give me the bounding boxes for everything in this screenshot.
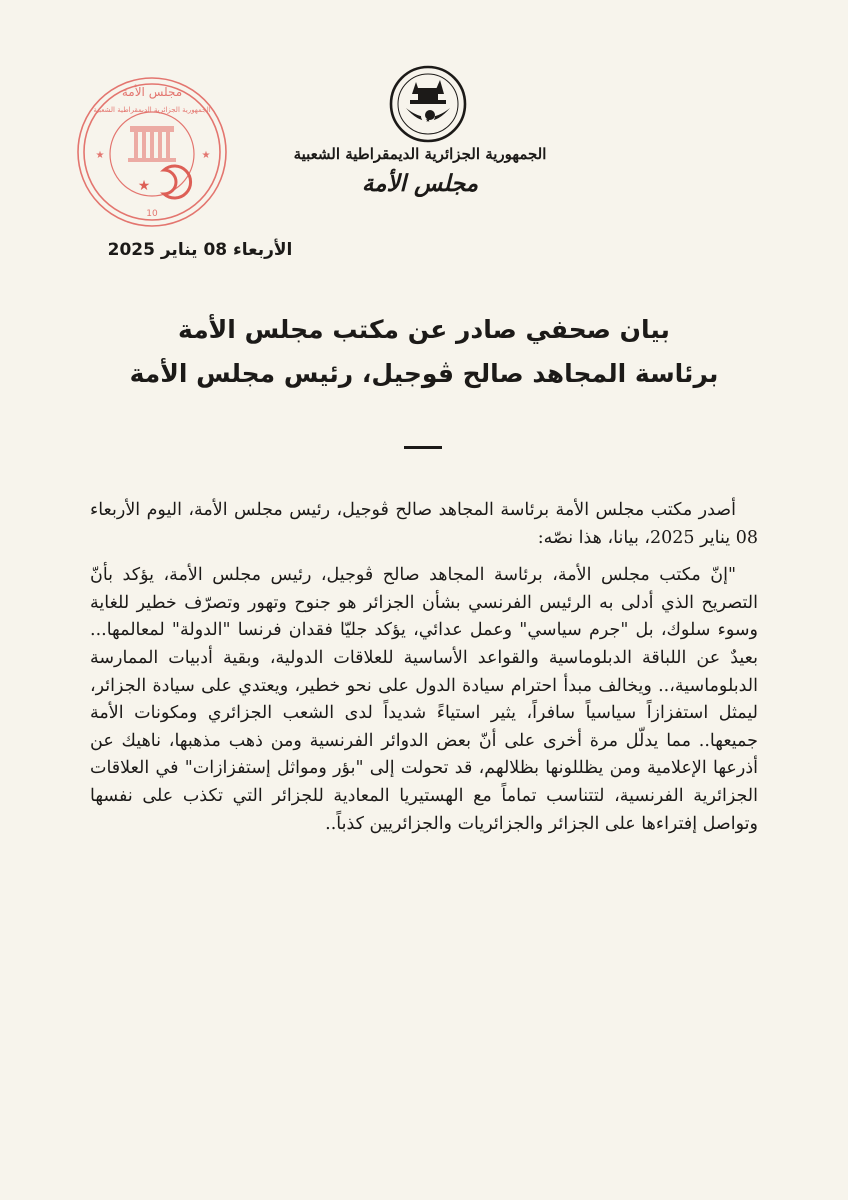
title-divider xyxy=(404,446,442,449)
stamp-star-icon: ★ xyxy=(137,178,151,194)
stamp-building-icon xyxy=(128,126,176,162)
algeria-emblem-icon xyxy=(382,64,474,146)
official-stamp xyxy=(72,72,232,230)
title-line-1: بيان صحفي صادر عن مكتب مجلس الأمة xyxy=(178,315,670,344)
stamp-right-star-icon: ★ xyxy=(201,150,211,161)
stamp-inner-text: الجمهورية الجزائرية الديمقراطية الشعبية xyxy=(93,106,211,114)
stamp-number: 10 xyxy=(146,209,158,219)
statement-paragraph: "إنّ مكتب مجلس الأمة، برئاسة المجاهد صالح ڤوجيل، رئيس مجلس الأمة، يؤكد بأنّ التصريح الذي أدلى به الرئيس الفرنسي بشأن الجزائر هو جنوح وتهور وتصرّف خطير للغاية وسوء سلوك، بل "جرم سياسي" وعمل عدائي، يؤكد جليّا فقدان فرنسا "الدولة" لمعالمها... بعيدٌ عن اللباقة الدبلوماسية والقواعد الأساسية للعلاقات الدولية، وبقية أدبيات الممارسة الدبلوماسية،.. ويخالف مبدأ احترام سيادة الدول على نحو خطير، ويعتدي على سيادة الجزائر، ليمثل استفزازاً سياسياً سافراً، يثير استياءً شديداً لدى الشعب الجزائري ومكونات الأمة جميعها.. مما يدلّل مرة أخرى على أنّ بعض الدوائر الفرنسية ومن ذهب مذهبها، ناهيك عن أذرعها الإعلامية ومن يظللونها بظلالهم، قد تحولت إلى "بؤر ومواثل إستفزازات" في العلاقات الجزائرية الفرنسية، لتتناسب تماماً مع الهستيريا المعادية للجزائر التي تكذب على نفسها وتواصل إفتراءها على الجزائر والجزائريات والجزائريين كذباً.. xyxy=(90,565,758,834)
statement-body xyxy=(90,497,758,838)
country-name: الجمهورية الجزائرية الديمقراطية الشعبية xyxy=(293,145,547,163)
stamp-left-star-icon: ★ xyxy=(95,150,105,161)
document-date: الأربعاء 08 يناير 2025 xyxy=(107,240,293,260)
svg-text:★: ★ xyxy=(425,117,431,124)
stamp-crescent-icon xyxy=(164,166,191,198)
title-line-2: برئاسة المجاهد صالح ڤوجيل، رئيس مجلس الأمة xyxy=(129,359,719,388)
institution-name: مجلس الأمة xyxy=(361,170,479,197)
intro-paragraph: أصدر مكتب مجلس الأمة برئاسة المجاهد صالح ڤوجيل، رئيس مجلس الأمة، اليوم الأربعاء 08 يناير 2025، بيانا، هذا نصّه: xyxy=(90,500,758,548)
stamp-top-text: مجلس الأمة xyxy=(121,85,183,99)
page-title xyxy=(90,308,758,396)
